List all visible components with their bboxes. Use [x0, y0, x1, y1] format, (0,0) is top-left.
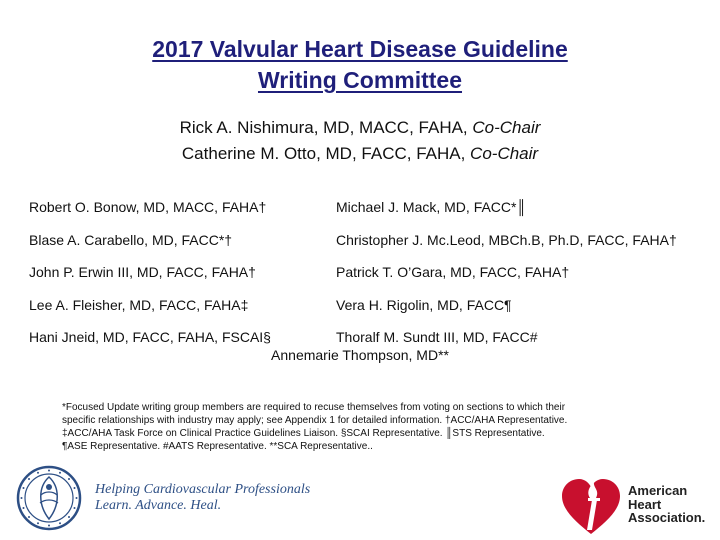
- acc-seal-icon: [16, 465, 82, 531]
- footnote-line: specific relationships with industry may apply; see Appendix 1 for detailed information. †ACC/AHA Representative.: [62, 415, 568, 426]
- member-name-centered: Annemarie Thompson, MD**: [271, 347, 449, 363]
- member-name: Lee A. Fleisher, MD, FACC, FAHA‡: [29, 296, 249, 313]
- footnote-line: ‡ACC/AHA Task Force on Clinical Practice Guidelines Liaison. §SCAI Representative. ║STS Representative.: [62, 428, 545, 439]
- member-name: Christopher J. Mc.Leod, MBCh.B, Ph.D, FACC, FAHA†: [336, 231, 677, 248]
- aha-wordmark-line-3: Association.: [628, 510, 706, 525]
- title-line-1: 2017 Valvular Heart Disease Guideline: [152, 36, 568, 62]
- co-chairs: [0, 115, 720, 167]
- footnote: [62, 401, 702, 453]
- aha-wordmark-line-1: American: [628, 483, 688, 498]
- co-chair-2: [0, 141, 720, 167]
- member-name: Hani Jneid, MD, FACC, FAHA, FSCAI§: [29, 329, 271, 345]
- members-right-column: [336, 197, 677, 360]
- member-name: Thoralf M. Sundt III, MD, FACC#: [336, 329, 538, 345]
- co-chair-1-role: Co-Chair: [472, 118, 541, 137]
- member-name: Blase A. Carabello, MD, FACC*†: [29, 231, 233, 248]
- acc-tagline-line-2: Learn. Advance. Heal.: [95, 498, 222, 513]
- co-chair-2-role: Co-Chair: [470, 144, 539, 163]
- members-left-column: [29, 197, 271, 360]
- co-chair-1-name: Rick A. Nishimura, MD, MACC, FAHA,: [179, 118, 473, 137]
- member-name: Michael J. Mack, MD, FACC*║: [336, 199, 527, 215]
- co-chair-1: [0, 115, 720, 141]
- member-name: Patrick T. O’Gara, MD, FACC, FAHA†: [336, 264, 570, 280]
- page-title: [0, 34, 720, 96]
- aha-wordmark-line-2: Heart: [628, 496, 662, 512]
- title-line-2: Writing Committee: [257, 67, 463, 93]
- acc-tagline-line-1: Helping Cardiovascular Professionals: [95, 482, 311, 497]
- footnote-line: *Focused Update writing group members are required to recuse themselves from voting on sections to which their: [62, 402, 566, 413]
- co-chair-2-name: Catherine M. Otto, MD, FACC, FAHA,: [181, 144, 471, 163]
- heart-torch-icon: [556, 470, 626, 540]
- member-name: John P. Erwin III, MD, FACC, FAHA†: [29, 264, 256, 280]
- acc-tagline: [95, 482, 310, 514]
- footnote-line: ¶ASE Representative. #AATS Representative. **SCA Representative..: [62, 441, 373, 452]
- aha-wordmark: [628, 484, 705, 525]
- member-name: Vera H. Rigolin, MD, FACC¶: [336, 296, 512, 313]
- member-name: Robert O. Bonow, MD, MACC, FAHA†: [29, 199, 267, 215]
